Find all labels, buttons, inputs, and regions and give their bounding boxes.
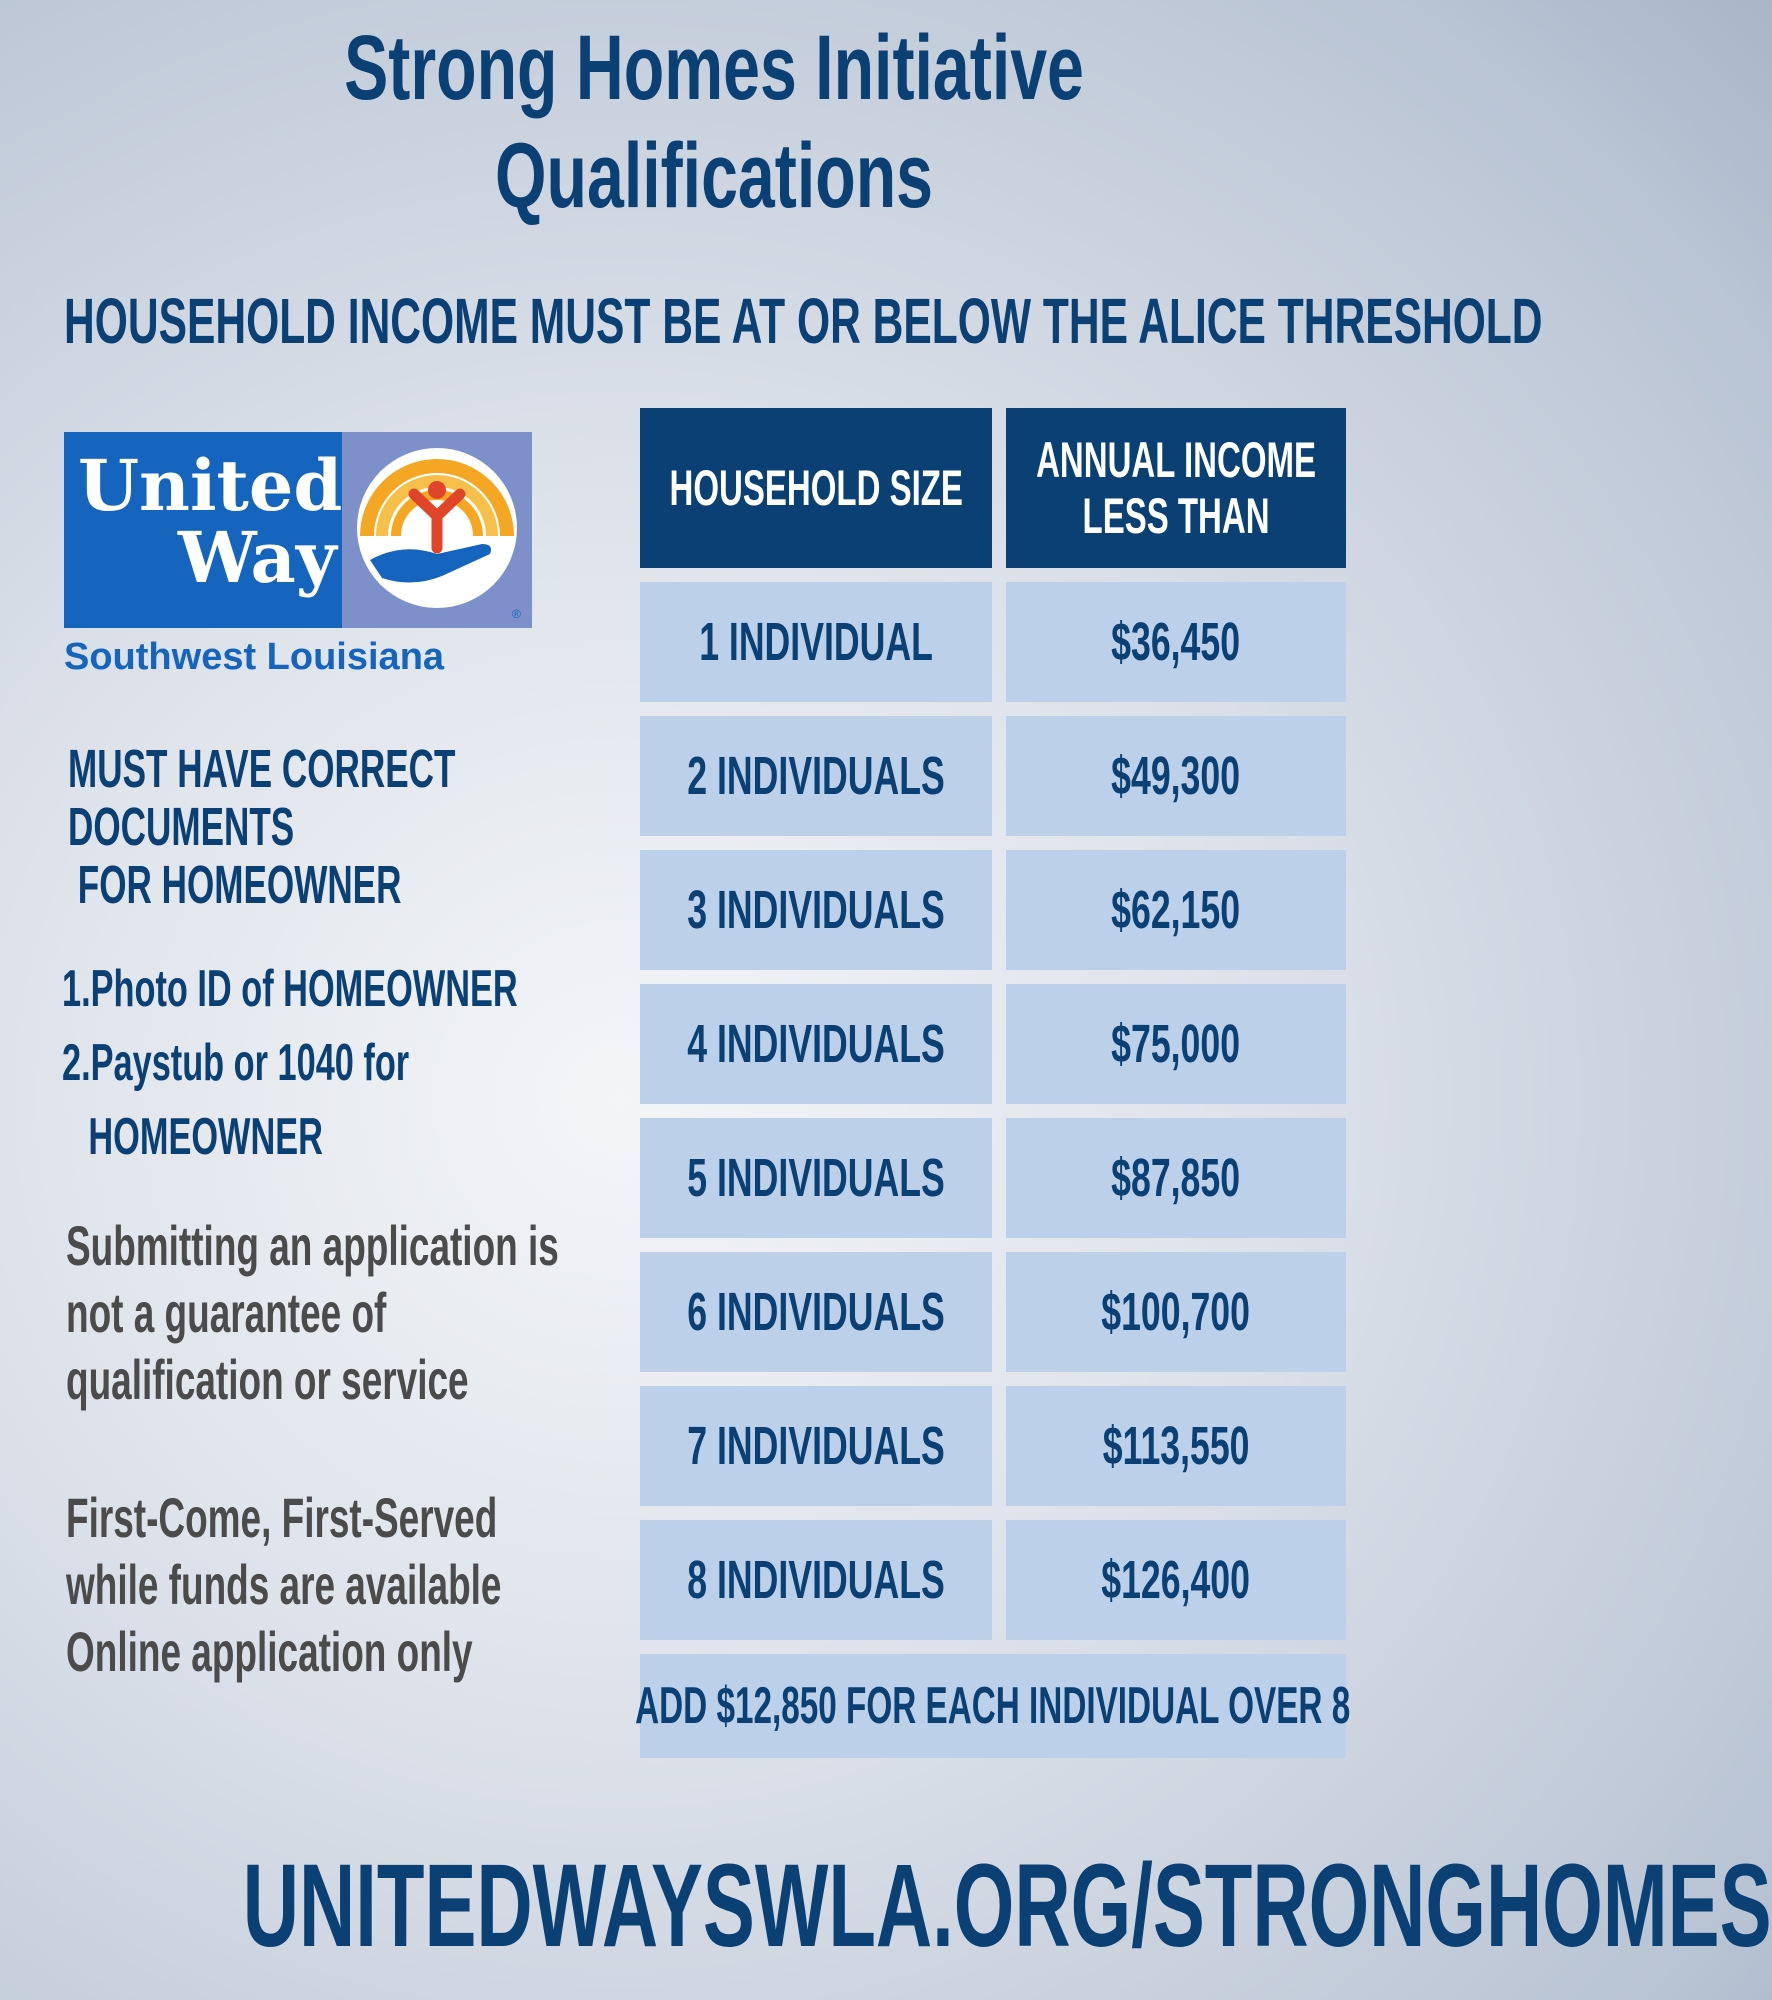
note-line: Online application only: [66, 1620, 473, 1683]
header-line: LESS THAN: [1082, 488, 1270, 544]
household-size-cell: 6 INDIVIDUALS: [640, 1252, 992, 1372]
household-size-cell: 7 INDIVIDUALS: [640, 1386, 992, 1506]
list-text: HOMEOWNER: [88, 1108, 323, 1166]
header-household-size: HOUSEHOLD SIZE: [640, 408, 992, 568]
logo-word-united: United: [78, 444, 343, 527]
table-row: [640, 850, 1346, 970]
income-cell: $87,850: [1006, 1118, 1346, 1238]
documents-heading-line: DOCUMENTS: [68, 797, 295, 857]
list-item: [62, 1026, 518, 1100]
income-cell: $75,000: [1006, 984, 1346, 1104]
documents-heading-line: MUST HAVE CORRECT: [68, 739, 456, 799]
list-number: 2.: [62, 1034, 91, 1092]
guarantee-note: [66, 1212, 559, 1413]
note-line: qualification or service: [66, 1348, 469, 1411]
income-cell: $113,550: [1006, 1386, 1346, 1506]
income-cell: $100,700: [1006, 1252, 1346, 1372]
income-requirement-heading: HOUSEHOLD INCOME MUST BE AT OR BELOW THE ALICE THRESHOLD: [64, 285, 1543, 357]
website-url: UNITEDWAYSWLA.ORG/STRONGHOMES: [242, 1840, 1772, 1972]
table-header-row: [640, 408, 1346, 568]
household-size-cell: 8 INDIVIDUALS: [640, 1520, 992, 1640]
note-line: while funds are available: [66, 1553, 502, 1616]
header-annual-income: [1006, 408, 1346, 568]
title-line-1: Strong Homes Initiative: [344, 17, 1084, 119]
household-size-cell: 5 INDIVIDUALS: [640, 1118, 992, 1238]
income-cell: $36,450: [1006, 582, 1346, 702]
logo-word-way: Way: [178, 516, 337, 599]
list-item: [62, 952, 518, 1026]
hand-rainbow-person-icon: [342, 432, 532, 628]
logo-wordmark: [64, 432, 342, 628]
note-line: Submitting an application is: [66, 1214, 559, 1277]
table-row: [640, 1386, 1346, 1506]
logo-tagline: Southwest Louisiana: [64, 636, 445, 678]
table-row: [640, 1118, 1346, 1238]
documents-heading-line: FOR HOMEOWNER: [68, 855, 402, 915]
page-title: [200, 14, 1228, 230]
household-size-cell: 2 INDIVIDUALS: [640, 716, 992, 836]
additional-individual-note: ADD $12,850 FOR EACH INDIVIDUAL OVER 8: [640, 1654, 1346, 1758]
header-line: ANNUAL INCOME: [1036, 432, 1316, 488]
table-row: [640, 716, 1346, 836]
table-row: [640, 1520, 1346, 1640]
income-cell: $62,150: [1006, 850, 1346, 970]
registered-mark: ®: [512, 607, 521, 621]
table-row: [640, 984, 1346, 1104]
documents-list: [62, 952, 518, 1174]
table-row: [640, 1252, 1346, 1372]
united-way-logo: [64, 432, 532, 679]
income-cell: $126,400: [1006, 1520, 1346, 1640]
list-text: Photo ID of HOMEOWNER: [90, 960, 518, 1018]
note-line: First-Come, First-Served: [66, 1486, 498, 1549]
title-line-2: Qualifications: [494, 125, 934, 227]
list-item: [62, 1100, 518, 1174]
first-come-note: [66, 1484, 501, 1685]
household-size-cell: 4 INDIVIDUALS: [640, 984, 992, 1104]
income-threshold-table: [635, 408, 1351, 1758]
household-size-cell: 3 INDIVIDUALS: [640, 850, 992, 970]
logo-emblem: [342, 432, 532, 628]
household-size-cell: 1 INDIVIDUAL: [640, 582, 992, 702]
list-number: 1.: [62, 960, 91, 1018]
documents-heading: [68, 740, 455, 914]
table-row: [640, 582, 1346, 702]
note-line: not a guarantee of: [66, 1281, 387, 1344]
income-cell: $49,300: [1006, 716, 1346, 836]
list-text: Paystub or 1040 for: [90, 1034, 410, 1092]
